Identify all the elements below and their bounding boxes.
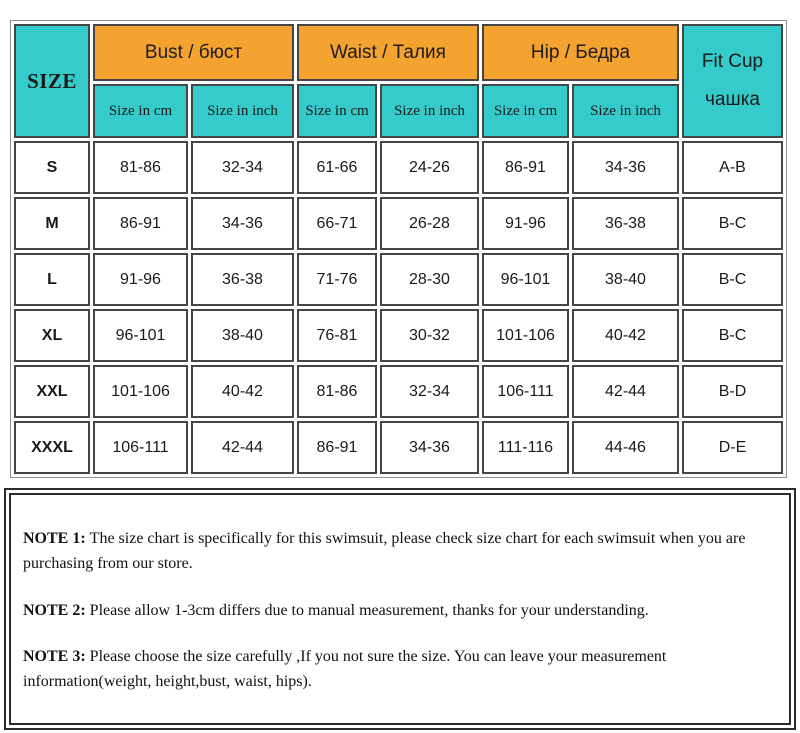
fit-cup-value: B-C [682, 253, 783, 306]
waist-inch-value: 32-34 [380, 365, 479, 418]
fit-cup-line2: чашка [704, 89, 760, 110]
bust-cm-value: 106-111 [93, 421, 188, 474]
waist-cm-value: 71-76 [297, 253, 377, 306]
waist-cm-value: 76-81 [297, 309, 377, 362]
bust-cm-value: 96-101 [93, 309, 188, 362]
waist-cm-value: 66-71 [297, 197, 377, 250]
size-row-l [14, 253, 783, 306]
waist-cm-value: 61-66 [297, 141, 377, 194]
notes-content [9, 493, 791, 725]
bust-inch-value: 32-34 [191, 141, 294, 194]
note-2-label: NOTE 2: [23, 601, 90, 619]
hip-cm-value: 96-101 [482, 253, 569, 306]
unit-header-row [14, 84, 783, 138]
bust-inch-value: 40-42 [191, 365, 294, 418]
bust-inch-value: 34-36 [191, 197, 294, 250]
waist-cm-value: 86-91 [297, 421, 377, 474]
fit-cup-value: B-C [682, 309, 783, 362]
waist-inch-value: 26-28 [380, 197, 479, 250]
fit-cup-value: D-E [682, 421, 783, 474]
fit-cup-value: B-D [682, 365, 783, 418]
size-label: XXXL [14, 421, 90, 474]
size-label: S [14, 141, 90, 194]
hip-cm-value: 91-96 [482, 197, 569, 250]
group-header-row [14, 24, 783, 81]
note-1-text: The size chart is specifically for this swimsuit, please check size chart for each swimsuit when you are purchasing from our store. [23, 530, 746, 572]
waist-cm-header: Size in cm [297, 84, 377, 138]
fit-cup-header [682, 24, 783, 138]
hip-cm-value: 106-111 [482, 365, 569, 418]
size-table-frame [10, 20, 787, 478]
note-1 [23, 527, 779, 577]
size-row-s [14, 141, 783, 194]
bust-group-header: Bust / бюст [93, 24, 294, 81]
note-3-text: Please choose the size carefully ,If you not sure the size. You can leave your measurement information(weight, height,bust, waist, hips). [23, 648, 667, 691]
note-2 [23, 599, 779, 624]
size-table [11, 21, 786, 477]
hip-cm-value: 101-106 [482, 309, 569, 362]
hip-group-header: Hip / Бедра [482, 24, 679, 81]
size-label: L [14, 253, 90, 306]
size-row-xl [14, 309, 783, 362]
hip-cm-value: 111-116 [482, 421, 569, 474]
size-column-header: SIZE [14, 24, 90, 138]
size-row-m [14, 197, 783, 250]
size-label: XXL [14, 365, 90, 418]
waist-inch-header: Size in inch [380, 84, 479, 138]
note-3-label: NOTE 3: [23, 648, 90, 666]
note-1-label: NOTE 1: [23, 530, 90, 547]
note-3 [23, 645, 779, 695]
bust-cm-value: 91-96 [93, 253, 188, 306]
hip-inch-value: 36-38 [572, 197, 679, 250]
waist-inch-value: 24-26 [380, 141, 479, 194]
hip-inch-value: 42-44 [572, 365, 679, 418]
bust-cm-value: 81-86 [93, 141, 188, 194]
fit-cup-value: B-C [682, 197, 783, 250]
bust-cm-value: 86-91 [93, 197, 188, 250]
bust-inch-header: Size in inch [191, 84, 294, 138]
size-row-xxl [14, 365, 783, 418]
waist-inch-value: 34-36 [380, 421, 479, 474]
waist-inch-value: 28-30 [380, 253, 479, 306]
bust-cm-header: Size in cm [93, 84, 188, 138]
size-label: XL [14, 309, 90, 362]
waist-group-header: Waist / Талия [297, 24, 479, 81]
waist-inch-value: 30-32 [380, 309, 479, 362]
hip-cm-header: Size in cm [482, 84, 569, 138]
size-row-xxxl [14, 421, 783, 474]
hip-inch-header: Size in inch [572, 84, 679, 138]
waist-cm-value: 81-86 [297, 365, 377, 418]
hip-inch-value: 38-40 [572, 253, 679, 306]
fit-cup-value: A-B [682, 141, 783, 194]
bust-inch-value: 42-44 [191, 421, 294, 474]
fit-cup-line1: Fit Cup [701, 51, 764, 72]
hip-inch-value: 44-46 [572, 421, 679, 474]
notes-box [4, 488, 796, 730]
hip-inch-value: 40-42 [572, 309, 679, 362]
hip-cm-value: 86-91 [482, 141, 569, 194]
bust-inch-value: 36-38 [191, 253, 294, 306]
size-label: M [14, 197, 90, 250]
bust-cm-value: 101-106 [93, 365, 188, 418]
bust-inch-value: 38-40 [191, 309, 294, 362]
note-2-text: Please allow 1-3cm differs due to manual measurement, thanks for your understanding. [89, 601, 649, 619]
hip-inch-value: 34-36 [572, 141, 679, 194]
